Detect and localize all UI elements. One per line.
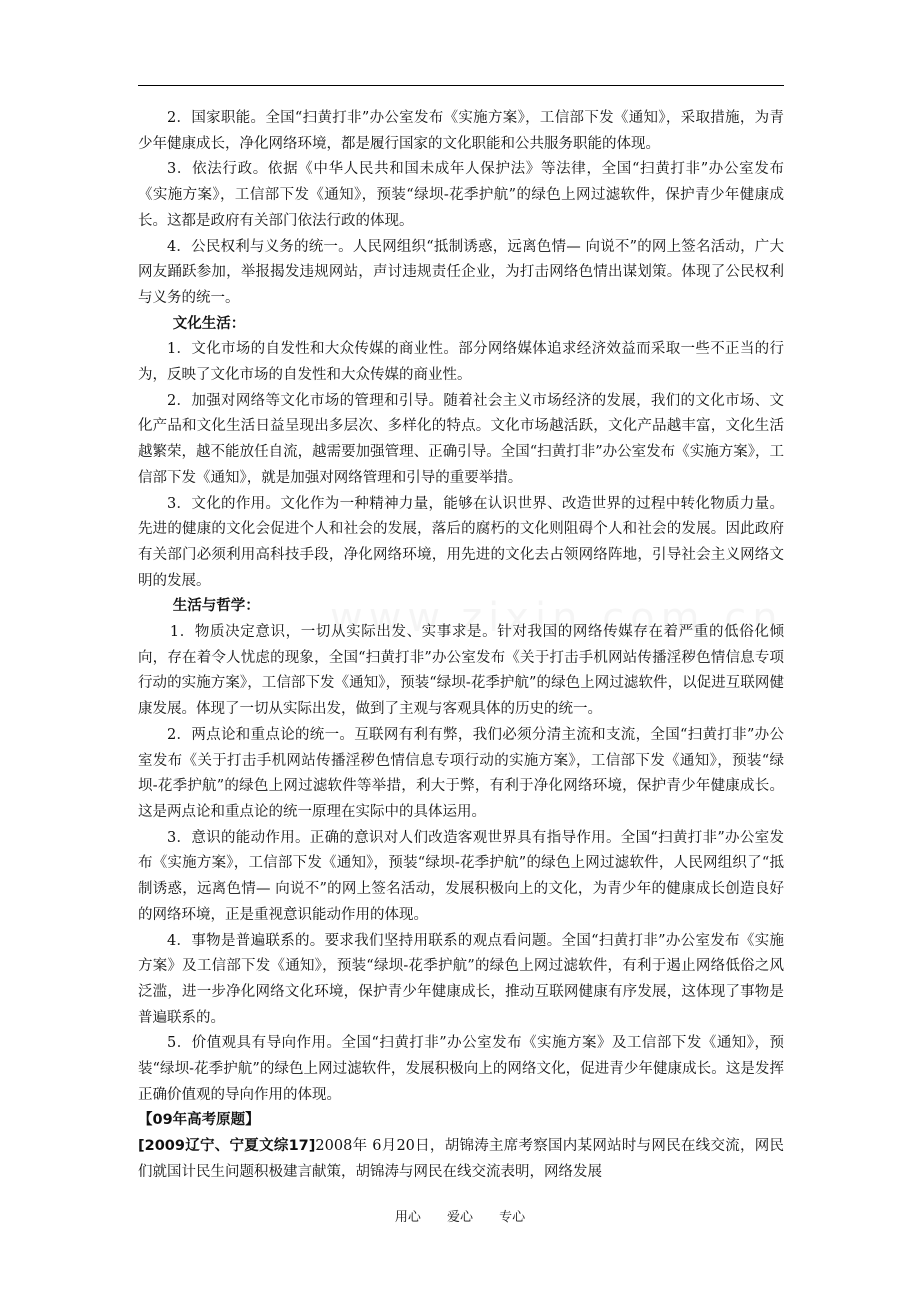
- philosophy-paragraph-4: 4．事物是普遍联系的。要求我们坚持用联系的观点看问题。全国“扫黄打非”办公室发布《实施方案》及工信部下发《通知》，预装“绿坝-花季护航”的绿色上网过滤软件，有利于遏止网络低俗之风泛滥，进一步净化网络文化环境，保护青少年健康成长，推动互联网健康有序发展，这体现了事物是普遍联系的。: [138, 932, 784, 1026]
- exam-question: [138, 1134, 784, 1185]
- philosophy-paragraph-3: 3．意识的能动作用。正确的意识对人们改造客观世界具有指导作用。全国“扫黄打非”办公室发布《实施方案》，工信部下发《通知》，预装“绿坝-花季护航”的绿色上网过滤软件，人民网组织了“抵制诱惑，远离色情— 向说不”的网上签名活动，发展积极向上的文化，为青少年的健康成长创造良好的网络环境，正是重视意识能动作用的体现。: [138, 829, 784, 923]
- philosophy-paragraph-5: 5．价值观具有导向作用。全国“扫黄打非”办公室发布《实施方案》及工信部下发《通知》，预装“绿坝-花季护航”的绿色上网过滤软件，发展积极向上的网络文化，促进青少年健康成长。这是发挥正确价值观的导向作用的体现。: [138, 1035, 784, 1103]
- culture-paragraph-1: 1．文化市场的自发性和大众传媒的商业性。部分网络媒体追求经济效益而采取一些不正当的行为，反映了文化市场的自发性和大众传媒的商业性。: [138, 341, 784, 384]
- state-paragraph-2: 2．国家职能。全国“扫黄打非”办公室发布《实施方案》，工信部下发《通知》，采取措施，为青少年健康成长，净化网络环境，都是履行国家的文化职能和公共服务职能的体现。: [138, 110, 784, 152]
- exam-text: 2008年 6月20日，胡锦涛主席考察国内某网站时与网民在线交流，网民们就国计民生问题积极建言献策，胡锦涛与网民在线交流表明，网络发展: [138, 1138, 784, 1180]
- culture-heading: 文化生活：: [172, 315, 246, 332]
- page-footer: 用心 爱心 专心: [394, 1210, 526, 1225]
- philosophy-paragraph-2: 2．两点论和重点论的统一。互联网有利有弊，我们必须分清主流和支流，全国“扫黄打非”办公室发布《关于打击手机网站传播淫秽色情信息专项行动的实施方案》，工信部下发《通知》，预装“绿坝-花季护航”的绿色上网过滤软件等举措，利大于弊，有利于净化网络环境，保护青少年健康成长。这是两点论和重点论的统一原理在实际中的具体运用。: [138, 726, 784, 820]
- document-body: [138, 106, 784, 1186]
- exam-heading: 【09年高考原题】: [138, 1112, 260, 1129]
- philosophy-heading: 生活与哲学：: [172, 598, 260, 615]
- exam-source: [2009辽宁、宁夏文综17]: [138, 1138, 316, 1155]
- header-rule: [138, 85, 784, 86]
- state-paragraph-3: 3．依法行政。依据《中华人民共和国未成年人保护法》等法律，全国“扫黄打非”办公室发布《实施方案》，工信部下发《通知》，预装“绿坝-花季护航”的绿色上网过滤软件，保护青少年健康成长。这都是政府有关部门依法行政的体现。: [138, 161, 784, 229]
- culture-paragraph-3: 3．文化的作用。文化作为一种精神力量，能够在认识世界、改造世界的过程中转化物质力量。先进的健康的文化会促进个人和社会的发展，落后的腐朽的文化则阻碍个人和社会的发展。因此政府有关部门必须利用高科技手段，净化网络环境，用先进的文化去占领网络阵地，引导社会主义网络文明的发展。: [138, 495, 784, 589]
- state-paragraph-4: 4．公民权利与义务的统一。人民网组织“抵制诱惑，远离色情— 向说不”的网上签名活动，广大网友踊跃参加，举报揭发违规网站，声讨违规责任企业，为打击网络色情出谋划策。体现了公民权利与义务的统一。: [138, 238, 784, 306]
- philosophy-paragraph-1: 1．物质决定意识，一切从实际出发、实事求是。针对我国的网络传媒存在着严重的低俗化倾向，存在着令人忧虑的现象，全国“扫黄打非”办公室发布《关于打击手机网站传播淫秽色情信息专项行动的实施方案》，工信部下发《通知》，预装“绿坝-花季护航”的绿色上网过滤软件，以促进互联网健康发展。体现了一切从实际出发，做到了主观与客观具体的历史的统一。: [138, 624, 784, 718]
- culture-paragraph-2: 2．加强对网络等文化市场的管理和引导。随着社会主义市场经济的发展，我们的文化市场、文化产品和文化生活日益呈现出多层次、多样化的特点。文化市场越活跃，文化产品越丰富，文化生活越繁荣，越不能放任自流，越需要加强管理、正确引导。全国“扫黄打非”办公室发布《实施方案》，工信部下发《通知》，就是加强对网络管理和引导的重要举措。: [138, 392, 784, 486]
